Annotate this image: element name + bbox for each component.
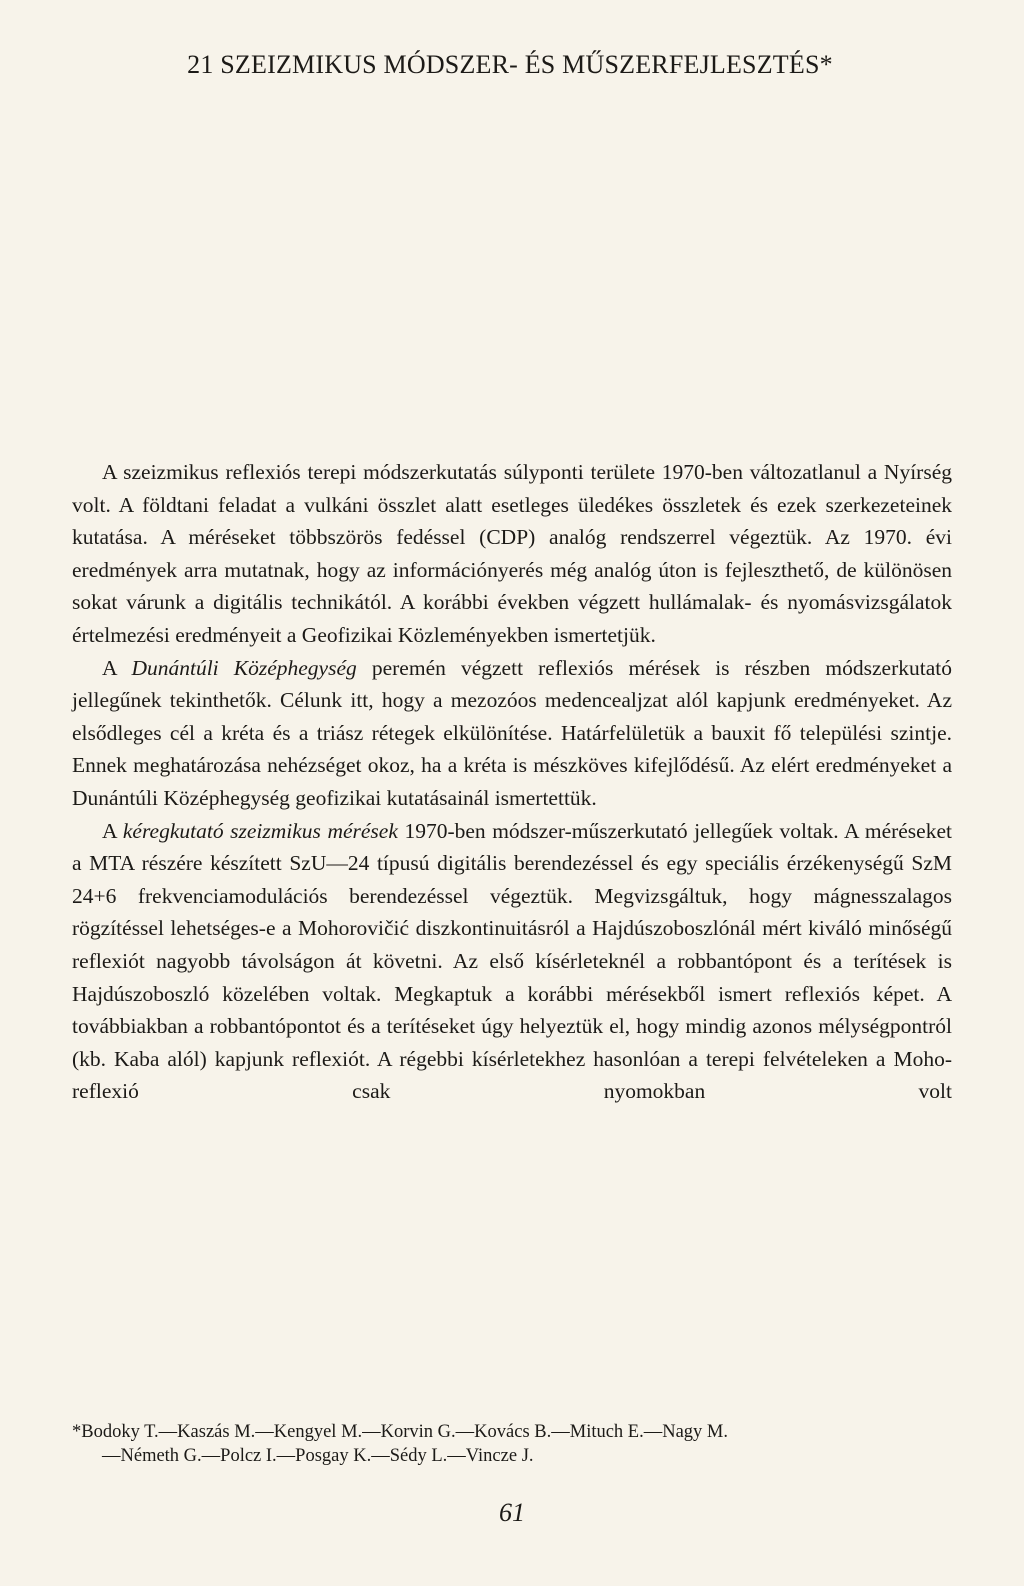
paragraph-2-italic-term: Dunántúli Középhegység [131, 655, 357, 680]
paragraph-3-italic-term: kéregkutató szeizmikus mérések [122, 818, 398, 843]
footnote-line-1: *Bodoky T.—Kaszás M.—Kengyel M.—Korvin G.—Kovács B.—Mituch E.—Nagy M. [72, 1422, 729, 1442]
page-number: 61 [499, 1498, 525, 1527]
paragraph-3-text: 1970-ben módszer-műszerkutató jellegűek voltak. A méréseket a MTA részére készített SzU—24 típusú digitális berendezéssel és egy speciális érzékenységű SzM 24+6 frekvenciamodulációs berendezéssel végeztük. Megvizsgáltuk, hogy mágnesszalagos rögzítéssel lehetséges-e a Mohorovičić diszkontinuitásról a Hajdúszoboszlónál mért kiváló minőségű reflexiót nagyobb távolságon át követni. Az első kísérleteknél a robbantópont és a terítések is Hajdúszoboszló közelében voltak. Megkaptuk a korábbi mérésekből ismert reflexiós képet. A továbbiakban a robbantópontot és a terítéseket úgy helyeztük el, hogy mindig azonos mélységpontról (kb. Kaba alól) kapjunk reflexiót. A régebbi kísérletekhez hasonlóan a terepi felvételeken a Moho-reflexió csak nyomokban volt [72, 818, 952, 1104]
paragraph-1-text: A szeizmikus reflexiós terepi módszerkutatás súlyponti területe 1970-ben változatlanul a Nyírség volt. A földtani feladat a vulkáni összlet alatt esetleges üledékes összletek és ezek szerkezeteinek kutatása. A méréseket többszörös fedéssel (CDP) analóg rendszerrel végeztük. Az 1970. évi eredmények arra mutatnak, hogy az információnyerés még analóg úton is fejleszthető, de különösen sokat várunk a digitális technikától. A korábbi években végzett hullámalak- és nyomásvizsgálatok értelmezési eredményeit a Geofizikai Közleményekben ismertetjük. [72, 460, 952, 647]
paragraph-2-prefix: A [102, 655, 132, 680]
paragraph-3 [72, 815, 952, 1108]
footnote [72, 1420, 952, 1468]
paragraph-2-text: peremén végzett reflexiós mérések is részben módszerkutató jellegűnek tekinthetők. Célunk itt, hogy a mezozóos medencealjzat alól kapjunk eredményeket. Az elsődleges cél a kréta és a triász rétegek elkülönítése. Határfelületük a bauxit fő települési szintje. Ennek meghatározása nehézséget okoz, ha a kréta is mészköves kifejlődésű. Az elért eredményeket a Dunántúli Középhegység geofizikai kutatásainál ismertettük. [72, 655, 952, 810]
footnote-line-2: —Németh G.—Polcz I.—Posgay K.—Sédy L.—Vincze J. [102, 1446, 534, 1466]
body-text [72, 456, 952, 1108]
paragraph-3-prefix: A [102, 818, 123, 843]
section-heading: 21 SZEIZMIKUS MÓDSZER- ÉS MŰSZERFEJLESZTÉS* [187, 50, 833, 79]
paragraph-1 [72, 456, 952, 652]
paragraph-2 [72, 652, 952, 815]
